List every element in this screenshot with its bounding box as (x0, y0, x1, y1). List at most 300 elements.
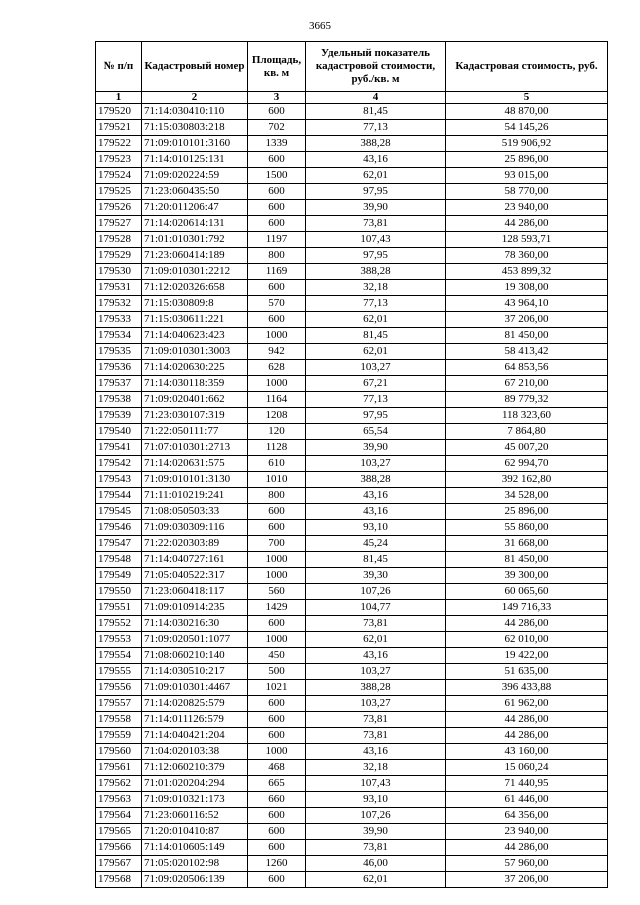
row-number-cell: 179552 (96, 616, 142, 632)
table-row (96, 344, 608, 360)
row-number-cell: 179558 (96, 712, 142, 728)
unit-value-cell: 77,13 (306, 296, 446, 312)
area-cell: 1339 (248, 136, 306, 152)
cadastral-value-cell: 149 716,33 (446, 600, 608, 616)
unit-value-cell: 62,01 (306, 632, 446, 648)
cadastral-number-cell: 71:09:020224:59 (142, 168, 248, 184)
cadastral-number-cell: 71:14:030118:359 (142, 376, 248, 392)
cadastral-number-cell: 71:14:010605:149 (142, 840, 248, 856)
cadastral-number-cell: 71:09:010301:2212 (142, 264, 248, 280)
table-row (96, 792, 608, 808)
area-cell: 1164 (248, 392, 306, 408)
row-number-cell: 179534 (96, 328, 142, 344)
cadastral-value-cell: 61 962,00 (446, 696, 608, 712)
table-row (96, 360, 608, 376)
cadastral-value-cell: 37 206,00 (446, 872, 608, 888)
row-number-cell: 179551 (96, 600, 142, 616)
cadastral-number-cell: 71:09:020506:139 (142, 872, 248, 888)
unit-value-cell: 388,28 (306, 264, 446, 280)
cadastral-value-cell: 19 422,00 (446, 648, 608, 664)
cadastral-value-cell: 44 286,00 (446, 840, 608, 856)
cadastral-number-cell: 71:09:020501:1077 (142, 632, 248, 648)
cadastral-value-cell: 392 162,80 (446, 472, 608, 488)
row-number-cell: 179536 (96, 360, 142, 376)
row-number-cell: 179544 (96, 488, 142, 504)
cadastral-number-cell: 71:14:030510:217 (142, 664, 248, 680)
table-row (96, 728, 608, 744)
row-number-cell: 179521 (96, 120, 142, 136)
area-cell: 468 (248, 760, 306, 776)
unit-value-cell: 388,28 (306, 680, 446, 696)
row-number-cell: 179546 (96, 520, 142, 536)
row-number-cell: 179561 (96, 760, 142, 776)
unit-value-cell: 62,01 (306, 872, 446, 888)
cadastral-value-cell: 7 864,80 (446, 424, 608, 440)
area-cell: 600 (248, 152, 306, 168)
area-cell: 600 (248, 696, 306, 712)
unit-value-cell: 43,16 (306, 648, 446, 664)
unit-value-cell: 81,45 (306, 328, 446, 344)
table-row (96, 184, 608, 200)
table-row (96, 872, 608, 888)
table-row (96, 568, 608, 584)
area-cell: 1208 (248, 408, 306, 424)
row-number-cell: 179557 (96, 696, 142, 712)
table-row (96, 376, 608, 392)
cadastral-value-cell: 15 060,24 (446, 760, 608, 776)
area-cell: 610 (248, 456, 306, 472)
table-row (96, 440, 608, 456)
table-row (96, 664, 608, 680)
row-number-cell: 179553 (96, 632, 142, 648)
cadastral-number-cell: 71:22:020303:89 (142, 536, 248, 552)
header-unit-value: Удельный показатель кадастровой стоимости, руб./кв. м (306, 42, 446, 92)
row-number-cell: 179568 (96, 872, 142, 888)
row-number-cell: 179562 (96, 776, 142, 792)
cadastral-number-cell: 71:09:010301:3003 (142, 344, 248, 360)
area-cell: 600 (248, 200, 306, 216)
cadastral-number-cell: 71:11:010219:241 (142, 488, 248, 504)
unit-value-cell: 97,95 (306, 248, 446, 264)
area-cell: 700 (248, 536, 306, 552)
table-row (96, 840, 608, 856)
row-number-cell: 179556 (96, 680, 142, 696)
row-number-cell: 179523 (96, 152, 142, 168)
unit-value-cell: 388,28 (306, 136, 446, 152)
row-number-cell: 179545 (96, 504, 142, 520)
table-row (96, 392, 608, 408)
table-row (96, 216, 608, 232)
table-row (96, 408, 608, 424)
unit-value-cell: 32,18 (306, 280, 446, 296)
unit-value-cell: 107,43 (306, 232, 446, 248)
table-row (96, 280, 608, 296)
table-row (96, 712, 608, 728)
table-row (96, 472, 608, 488)
cadastral-value-cell: 61 446,00 (446, 792, 608, 808)
cadastral-number-cell: 71:05:040522:317 (142, 568, 248, 584)
row-number-cell: 179554 (96, 648, 142, 664)
cadastral-value-cell: 58 770,00 (446, 184, 608, 200)
area-cell: 702 (248, 120, 306, 136)
row-number-cell: 179525 (96, 184, 142, 200)
area-cell: 1500 (248, 168, 306, 184)
table-row (96, 152, 608, 168)
table-row (96, 232, 608, 248)
cadastral-value-cell: 71 440,95 (446, 776, 608, 792)
cadastral-number-cell: 71:04:020103:38 (142, 744, 248, 760)
area-cell: 1000 (248, 568, 306, 584)
row-number-cell: 179528 (96, 232, 142, 248)
table-row (96, 296, 608, 312)
cadastral-number-cell: 71:23:060435:50 (142, 184, 248, 200)
table-row (96, 136, 608, 152)
area-cell: 1010 (248, 472, 306, 488)
area-cell: 600 (248, 808, 306, 824)
row-number-cell: 179560 (96, 744, 142, 760)
cadastral-number-cell: 71:12:060210:379 (142, 760, 248, 776)
cadastral-number-cell: 71:14:011126:579 (142, 712, 248, 728)
cadastral-value-cell: 25 896,00 (446, 504, 608, 520)
unit-value-cell: 62,01 (306, 344, 446, 360)
unit-value-cell: 104,77 (306, 600, 446, 616)
table-header (96, 42, 608, 104)
table-body (96, 104, 608, 888)
cadastral-number-cell: 71:07:010301:2713 (142, 440, 248, 456)
unit-value-cell: 107,43 (306, 776, 446, 792)
cadastral-value-cell: 23 940,00 (446, 824, 608, 840)
cadastral-value-cell: 453 899,32 (446, 264, 608, 280)
unit-value-cell: 103,27 (306, 456, 446, 472)
column-number: 2 (142, 92, 248, 104)
row-number-cell: 179524 (96, 168, 142, 184)
table-row (96, 616, 608, 632)
table-row (96, 312, 608, 328)
unit-value-cell: 81,45 (306, 552, 446, 568)
column-number: 1 (96, 92, 142, 104)
cadastral-number-cell: 71:14:020614:131 (142, 216, 248, 232)
cadastral-value-cell: 54 145,26 (446, 120, 608, 136)
area-cell: 500 (248, 664, 306, 680)
cadastral-number-cell: 71:14:030216:30 (142, 616, 248, 632)
page-number: 3665 (309, 20, 331, 32)
area-cell: 600 (248, 312, 306, 328)
unit-value-cell: 43,16 (306, 152, 446, 168)
cadastral-value-cell: 43 160,00 (446, 744, 608, 760)
cadastral-value-cell: 25 896,00 (446, 152, 608, 168)
cadastral-number-cell: 71:20:010410:87 (142, 824, 248, 840)
cadastral-number-cell: 71:09:020401:662 (142, 392, 248, 408)
unit-value-cell: 103,27 (306, 664, 446, 680)
cadastral-value-cell: 62 994,70 (446, 456, 608, 472)
cadastral-value-cell: 58 413,42 (446, 344, 608, 360)
cadastral-value-cell: 31 668,00 (446, 536, 608, 552)
cadastral-number-cell: 71:23:060116:52 (142, 808, 248, 824)
unit-value-cell: 77,13 (306, 392, 446, 408)
area-cell: 600 (248, 104, 306, 120)
cadastral-number-cell: 71:14:020631:575 (142, 456, 248, 472)
area-cell: 1000 (248, 376, 306, 392)
row-number-cell: 179564 (96, 808, 142, 824)
cadastral-number-cell: 71:23:060414:189 (142, 248, 248, 264)
unit-value-cell: 103,27 (306, 696, 446, 712)
row-number-cell: 179526 (96, 200, 142, 216)
cadastral-value-cell: 128 593,71 (446, 232, 608, 248)
row-number-cell: 179559 (96, 728, 142, 744)
area-cell: 1000 (248, 744, 306, 760)
area-cell: 942 (248, 344, 306, 360)
area-cell: 1197 (248, 232, 306, 248)
table-row (96, 632, 608, 648)
cadastral-number-cell: 71:01:010301:792 (142, 232, 248, 248)
area-cell: 600 (248, 504, 306, 520)
table-row (96, 744, 608, 760)
area-cell: 1000 (248, 328, 306, 344)
row-number-cell: 179555 (96, 664, 142, 680)
cadastral-number-cell: 71:12:020326:658 (142, 280, 248, 296)
area-cell: 600 (248, 520, 306, 536)
row-number-cell: 179537 (96, 376, 142, 392)
area-cell: 1260 (248, 856, 306, 872)
table-row (96, 248, 608, 264)
table-row (96, 200, 608, 216)
unit-value-cell: 62,01 (306, 168, 446, 184)
cadastral-number-cell: 71:23:030107:319 (142, 408, 248, 424)
header-row-number: № п/п (96, 42, 142, 92)
area-cell: 1429 (248, 600, 306, 616)
cadastral-number-cell: 71:14:020630:225 (142, 360, 248, 376)
area-cell: 600 (248, 616, 306, 632)
area-cell: 665 (248, 776, 306, 792)
row-number-cell: 179538 (96, 392, 142, 408)
table-row (96, 552, 608, 568)
area-cell: 1169 (248, 264, 306, 280)
unit-value-cell: 32,18 (306, 760, 446, 776)
cadastral-value-cell: 396 433,88 (446, 680, 608, 696)
table-row (96, 760, 608, 776)
cadastral-number-cell: 71:15:030803:218 (142, 120, 248, 136)
unit-value-cell: 62,01 (306, 312, 446, 328)
row-number-cell: 179549 (96, 568, 142, 584)
cadastral-value-cell: 23 940,00 (446, 200, 608, 216)
cadastral-number-cell: 71:23:060418:117 (142, 584, 248, 600)
cadastral-number-cell: 71:09:010301:4467 (142, 680, 248, 696)
row-number-cell: 179542 (96, 456, 142, 472)
unit-value-cell: 43,16 (306, 744, 446, 760)
unit-value-cell: 39,90 (306, 440, 446, 456)
unit-value-cell: 73,81 (306, 840, 446, 856)
row-number-cell: 179563 (96, 792, 142, 808)
cadastral-value-cell: 19 308,00 (446, 280, 608, 296)
table-row (96, 104, 608, 120)
unit-value-cell: 45,24 (306, 536, 446, 552)
area-cell: 600 (248, 840, 306, 856)
area-cell: 1000 (248, 552, 306, 568)
area-cell: 120 (248, 424, 306, 440)
header-cadastral-value: Кадастровая стоимость, руб. (446, 42, 608, 92)
cadastral-number-cell: 71:14:030410:110 (142, 104, 248, 120)
cadastral-value-cell: 55 860,00 (446, 520, 608, 536)
row-number-cell: 179530 (96, 264, 142, 280)
cadastral-number-cell: 71:15:030809:8 (142, 296, 248, 312)
row-number-cell: 179533 (96, 312, 142, 328)
cadastral-value-cell: 64 853,56 (446, 360, 608, 376)
area-cell: 560 (248, 584, 306, 600)
cadastral-value-cell: 64 356,00 (446, 808, 608, 824)
row-number-cell: 179539 (96, 408, 142, 424)
table-row (96, 520, 608, 536)
area-cell: 800 (248, 488, 306, 504)
header-area: Площадь, кв. м (248, 42, 306, 92)
cadastral-number-cell: 71:14:040421:204 (142, 728, 248, 744)
unit-value-cell: 73,81 (306, 728, 446, 744)
table-row (96, 776, 608, 792)
area-cell: 600 (248, 280, 306, 296)
table-row (96, 456, 608, 472)
area-cell: 450 (248, 648, 306, 664)
unit-value-cell: 73,81 (306, 616, 446, 632)
row-number-cell: 179550 (96, 584, 142, 600)
row-number-cell: 179540 (96, 424, 142, 440)
area-cell: 1128 (248, 440, 306, 456)
cadastral-value-cell: 45 007,20 (446, 440, 608, 456)
cadastral-number-cell: 71:14:010125:131 (142, 152, 248, 168)
table-row (96, 696, 608, 712)
row-number-cell: 179531 (96, 280, 142, 296)
area-cell: 600 (248, 712, 306, 728)
table-row (96, 120, 608, 136)
table-row (96, 584, 608, 600)
column-number: 4 (306, 92, 446, 104)
unit-value-cell: 107,26 (306, 584, 446, 600)
table-row (96, 824, 608, 840)
table-row (96, 808, 608, 824)
unit-value-cell: 81,45 (306, 104, 446, 120)
area-cell: 800 (248, 248, 306, 264)
cadastral-number-cell: 71:01:020204:294 (142, 776, 248, 792)
unit-value-cell: 39,90 (306, 200, 446, 216)
cadastral-number-cell: 71:09:030309:116 (142, 520, 248, 536)
table-row (96, 168, 608, 184)
cadastral-value-cell: 34 528,00 (446, 488, 608, 504)
column-number: 3 (248, 92, 306, 104)
cadastral-value-cell: 37 206,00 (446, 312, 608, 328)
area-cell: 600 (248, 872, 306, 888)
row-number-cell: 179548 (96, 552, 142, 568)
unit-value-cell: 97,95 (306, 408, 446, 424)
area-cell: 660 (248, 792, 306, 808)
cadastral-value-cell: 62 010,00 (446, 632, 608, 648)
cadastral-value-cell: 67 210,00 (446, 376, 608, 392)
table-row (96, 600, 608, 616)
unit-value-cell: 107,26 (306, 808, 446, 824)
column-number: 5 (446, 92, 608, 104)
table-row (96, 264, 608, 280)
row-number-cell: 179535 (96, 344, 142, 360)
cadastral-number-cell: 71:20:011206:47 (142, 200, 248, 216)
table-row (96, 680, 608, 696)
table-row (96, 328, 608, 344)
row-number-cell: 179520 (96, 104, 142, 120)
unit-value-cell: 93,10 (306, 520, 446, 536)
cadastral-value-cell: 39 300,00 (446, 568, 608, 584)
cadastral-number-cell: 71:09:010914:235 (142, 600, 248, 616)
area-cell: 600 (248, 184, 306, 200)
area-cell: 570 (248, 296, 306, 312)
cadastral-value-cell: 48 870,00 (446, 104, 608, 120)
table-row (96, 504, 608, 520)
cadastral-number-cell: 71:14:020825:579 (142, 696, 248, 712)
cadastral-number-cell: 71:14:040727:161 (142, 552, 248, 568)
column-number-row (96, 92, 608, 104)
table-row (96, 648, 608, 664)
unit-value-cell: 67,21 (306, 376, 446, 392)
row-number-cell: 179566 (96, 840, 142, 856)
cadastral-value-cell: 81 450,00 (446, 552, 608, 568)
row-number-cell: 179565 (96, 824, 142, 840)
cadastral-number-cell: 71:08:050503:33 (142, 504, 248, 520)
cadastral-number-cell: 71:15:030611:221 (142, 312, 248, 328)
unit-value-cell: 93,10 (306, 792, 446, 808)
row-number-cell: 179522 (96, 136, 142, 152)
area-cell: 1021 (248, 680, 306, 696)
unit-value-cell: 39,90 (306, 824, 446, 840)
unit-value-cell: 46,00 (306, 856, 446, 872)
cadastral-value-cell: 57 960,00 (446, 856, 608, 872)
area-cell: 600 (248, 824, 306, 840)
cadastral-value-cell: 93 015,00 (446, 168, 608, 184)
unit-value-cell: 39,30 (306, 568, 446, 584)
row-number-cell: 179547 (96, 536, 142, 552)
cadastral-value-cell: 118 323,60 (446, 408, 608, 424)
area-cell: 600 (248, 728, 306, 744)
row-number-cell: 179529 (96, 248, 142, 264)
unit-value-cell: 65,54 (306, 424, 446, 440)
cadastral-number-cell: 71:09:010321:173 (142, 792, 248, 808)
cadastral-value-cell: 44 286,00 (446, 616, 608, 632)
area-cell: 1000 (248, 632, 306, 648)
cadastral-value-cell: 44 286,00 (446, 216, 608, 232)
table-row (96, 856, 608, 872)
cadastral-value-cell: 43 964,10 (446, 296, 608, 312)
cadastral-value-cell: 44 286,00 (446, 728, 608, 744)
cadastral-number-cell: 71:09:010101:3130 (142, 472, 248, 488)
cadastral-number-cell: 71:22:050111:77 (142, 424, 248, 440)
table-row (96, 424, 608, 440)
cadastral-value-cell: 89 779,32 (446, 392, 608, 408)
unit-value-cell: 73,81 (306, 216, 446, 232)
row-number-cell: 179532 (96, 296, 142, 312)
cadastral-value-cell: 60 065,60 (446, 584, 608, 600)
cadastral-number-cell: 71:08:060210:140 (142, 648, 248, 664)
cadastral-value-table (95, 41, 608, 888)
cadastral-number-cell: 71:05:020102:98 (142, 856, 248, 872)
row-number-cell: 179527 (96, 216, 142, 232)
unit-value-cell: 73,81 (306, 712, 446, 728)
row-number-cell: 179567 (96, 856, 142, 872)
cadastral-number-cell: 71:14:040623:423 (142, 328, 248, 344)
unit-value-cell: 43,16 (306, 488, 446, 504)
area-cell: 628 (248, 360, 306, 376)
unit-value-cell: 388,28 (306, 472, 446, 488)
unit-value-cell: 77,13 (306, 120, 446, 136)
cadastral-value-cell: 81 450,00 (446, 328, 608, 344)
cadastral-value-cell: 51 635,00 (446, 664, 608, 680)
cadastral-value-cell: 519 906,92 (446, 136, 608, 152)
header-cadastral-number: Кадастровый номер (142, 42, 248, 92)
row-number-cell: 179541 (96, 440, 142, 456)
cadastral-value-cell: 78 360,00 (446, 248, 608, 264)
